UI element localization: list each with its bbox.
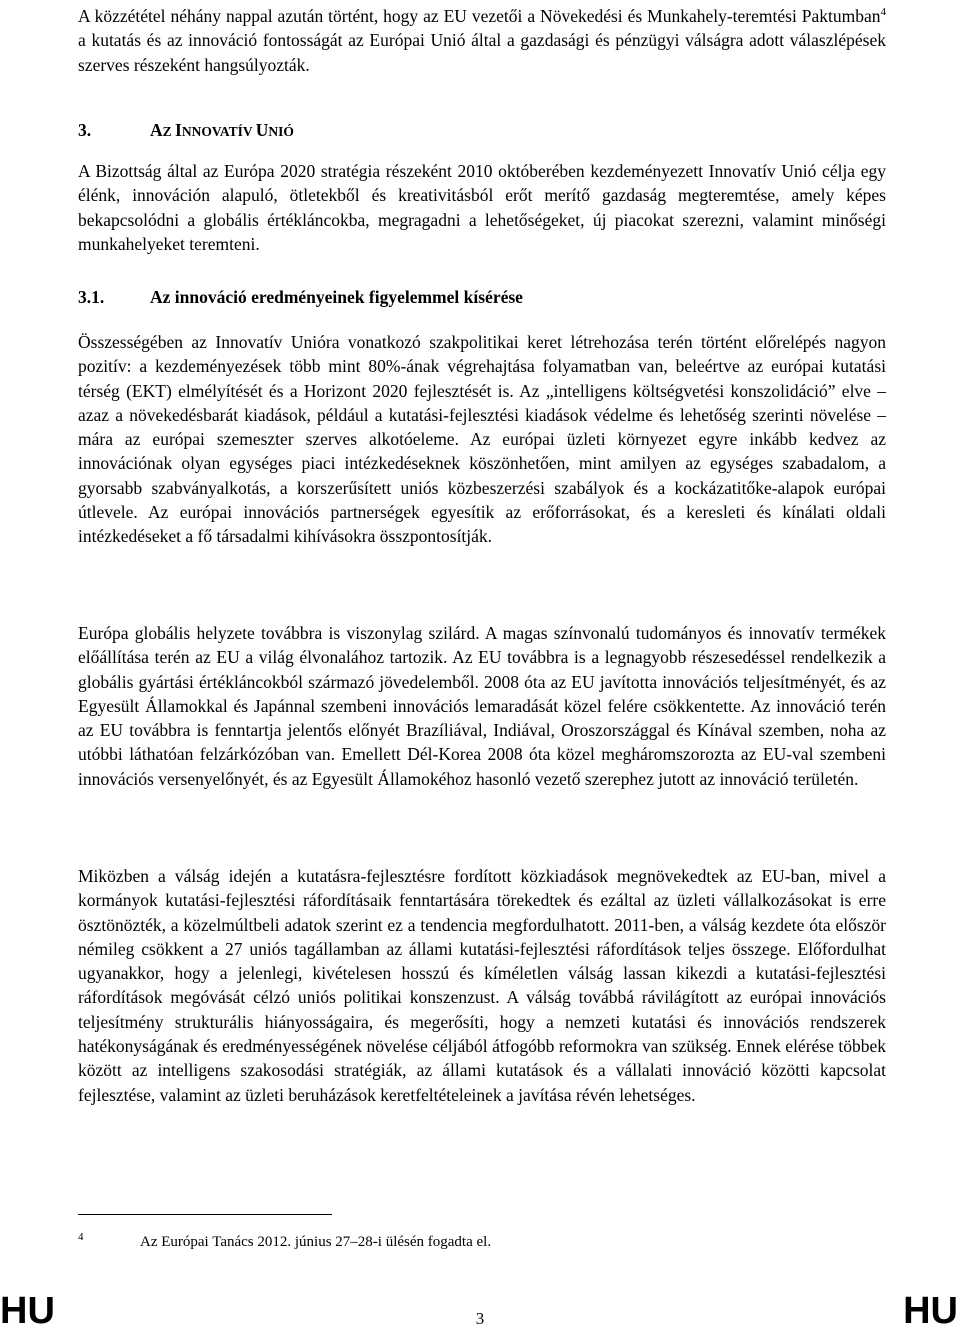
section-number: 3.: [78, 120, 92, 140]
subsection-number: 3.1.: [78, 287, 105, 307]
body-paragraph-1: Összességében az Innovatív Unióra vonatkozó szakpolitikai keret létrehozása terén történt előrelépés nagyon pozitív: a kezdeményezések több mint 80%-ának végrehajtása folyamatban van, beleértve az európai kutatási térség (EKT) elmélyítését és a Horizont 2020 fejlesztését is. Az „intelligens költségvetési konszolidáció” elve – azaz a növekedésbarát kiadások, például a kutatási-fejlesztési kiadások védelme és lehetőség szerinti növelése – mára az európai szemeszter szerves alkotóeleme. Az európai üzleti környezet egyre inkább kedvez az innovációnak olyan egységes piaci intézkedéseknek köszönhetően, mint amilyen az egységes szabadalom, a gyorsabb szabványalkotás, a korszerűsített uniós közbeszerzési szabályok és a kockázatitőke-alapok európai útlevele. Az európai innovációs partnerségek egyesítik az erőforrásokat, és a keresleti és kínálati oldali intézkedéseket a fő társadalmi kihívásokra összpontosítják.: [78, 332, 886, 547]
page-number: 3: [475, 1309, 485, 1328]
language-mark-right: HU: [903, 1290, 958, 1332]
footnote: 4 Az Európai Tanács 2012. június 27–28-i ülésén fogadta el.: [78, 1231, 492, 1250]
footnote-text: Az Európai Tanács 2012. június 27–28-i ülésén fogadta el.: [140, 1234, 492, 1250]
body-paragraph-2: Európa globális helyzete továbbra is viszonylag szilárd. A magas színvonalú tudományos és innovatív termékek előállítása terén az EU a világ élvonalához tartozik. Az EU továbbra is a legnagyobb részesedéssel rendelkezik a globális gyártási értékláncokból származó jövedelemből. 2008 óta az EU javította innovációs teljesítményét, és az Egyesült Államokkal és Japánnal szembeni innovációs lemaradását közel felére csökkentette. Az innováció terén az EU továbbra is fenntartja jelentős előnyét Brazíliával, Indiával, Oroszországgal és Kínával szemben, noha az utóbbi láthatóan felzárkózóban van. Emellett Dél-Korea 2008 óta közel megháromszorozta az EU-val szembeni innovációs versenyelőnyét, és az Egyesült Államokéhoz hasonló vezető szerephez jutott az innováció területén.: [78, 623, 886, 789]
intro-paragraph: [78, 4, 886, 77]
section-heading-3: [78, 118, 886, 144]
footnote-separator: [78, 1214, 332, 1215]
subsection-title: Az innováció eredményeinek figyelemmel kísérése: [150, 287, 523, 307]
section-heading-3-1: [78, 285, 886, 309]
section-3-paragraph: A Bizottság által az Európa 2020 stratégia részeként 2010 októberében kezdeményezett Innovatív Unió célja egy élénk, innováción alapuló, ötletekből és kreativitásból erőt merítő gazdaság megteremtése, amely képes bekapcsolódni a globális értékláncokba, megragadni a lehetőségeket, új piacokat szerezni, valamint minőségi munkahelyeket teremteni.: [78, 161, 886, 254]
footnote-reference[interactable]: 4: [880, 6, 886, 19]
body-paragraph-3: Miközben a válság idején a kutatásra-fejlesztésre fordított közkiadások megnövekedtek az EU-ban, mivel a kormányok kutatási-fejlesztési ráfordításaik fenntartására törekedtek és ezáltal az üzleti vállalkozásokat is erre ösztönözték, a közelmúltbeli adatok szerint ez a tendencia megfordulhatott. 2011-ben, a válság kezdete óta először némileg csökkent a 27 uniós tagállamban az állami kutatási-fejlesztési ráfordítások teljes összege. Előfordulhat ugyanakkor, hogy a jelenlegi, kivételesen hosszú és kíméletlen válság lassan kikezdi a kutatási-fejlesztési ráfordítások megóvását célzó uniós politikai konszenzust. A válság továbbá rávilágított az európai innovációs teljesítmény strukturális hiányosságaira, és megerősíti, hogy a nemzeti kutatási és innovációs rendszerek hatékonyságának és eredményességének növelése céljából átfogóbb reformokra van szükség. Ennek elérése többek között az intelligens szakosodási stratégiák, az állami kutatások és a vállalati innováció közötti kapcsolat fejlesztése, valamint az üzleti beruházások keretfeltételeinek a javítása révén lehetséges.: [78, 866, 886, 1105]
section-title: AZ INNOVATÍV UNIÓ: [150, 120, 294, 140]
language-mark-left: HU: [0, 1290, 55, 1332]
intro-text-continued: a kutatás és az innováció fontosságát az Európai Unió által a gazdasági és pénzügyi válságra adott válaszlépések szerves részeként hangsúlyozták.: [78, 30, 886, 75]
intro-text: A közzététel néhány nappal azután történt, hogy az EU vezetői a Növekedési és Munkahely-teremtési Paktumban: [78, 6, 881, 26]
